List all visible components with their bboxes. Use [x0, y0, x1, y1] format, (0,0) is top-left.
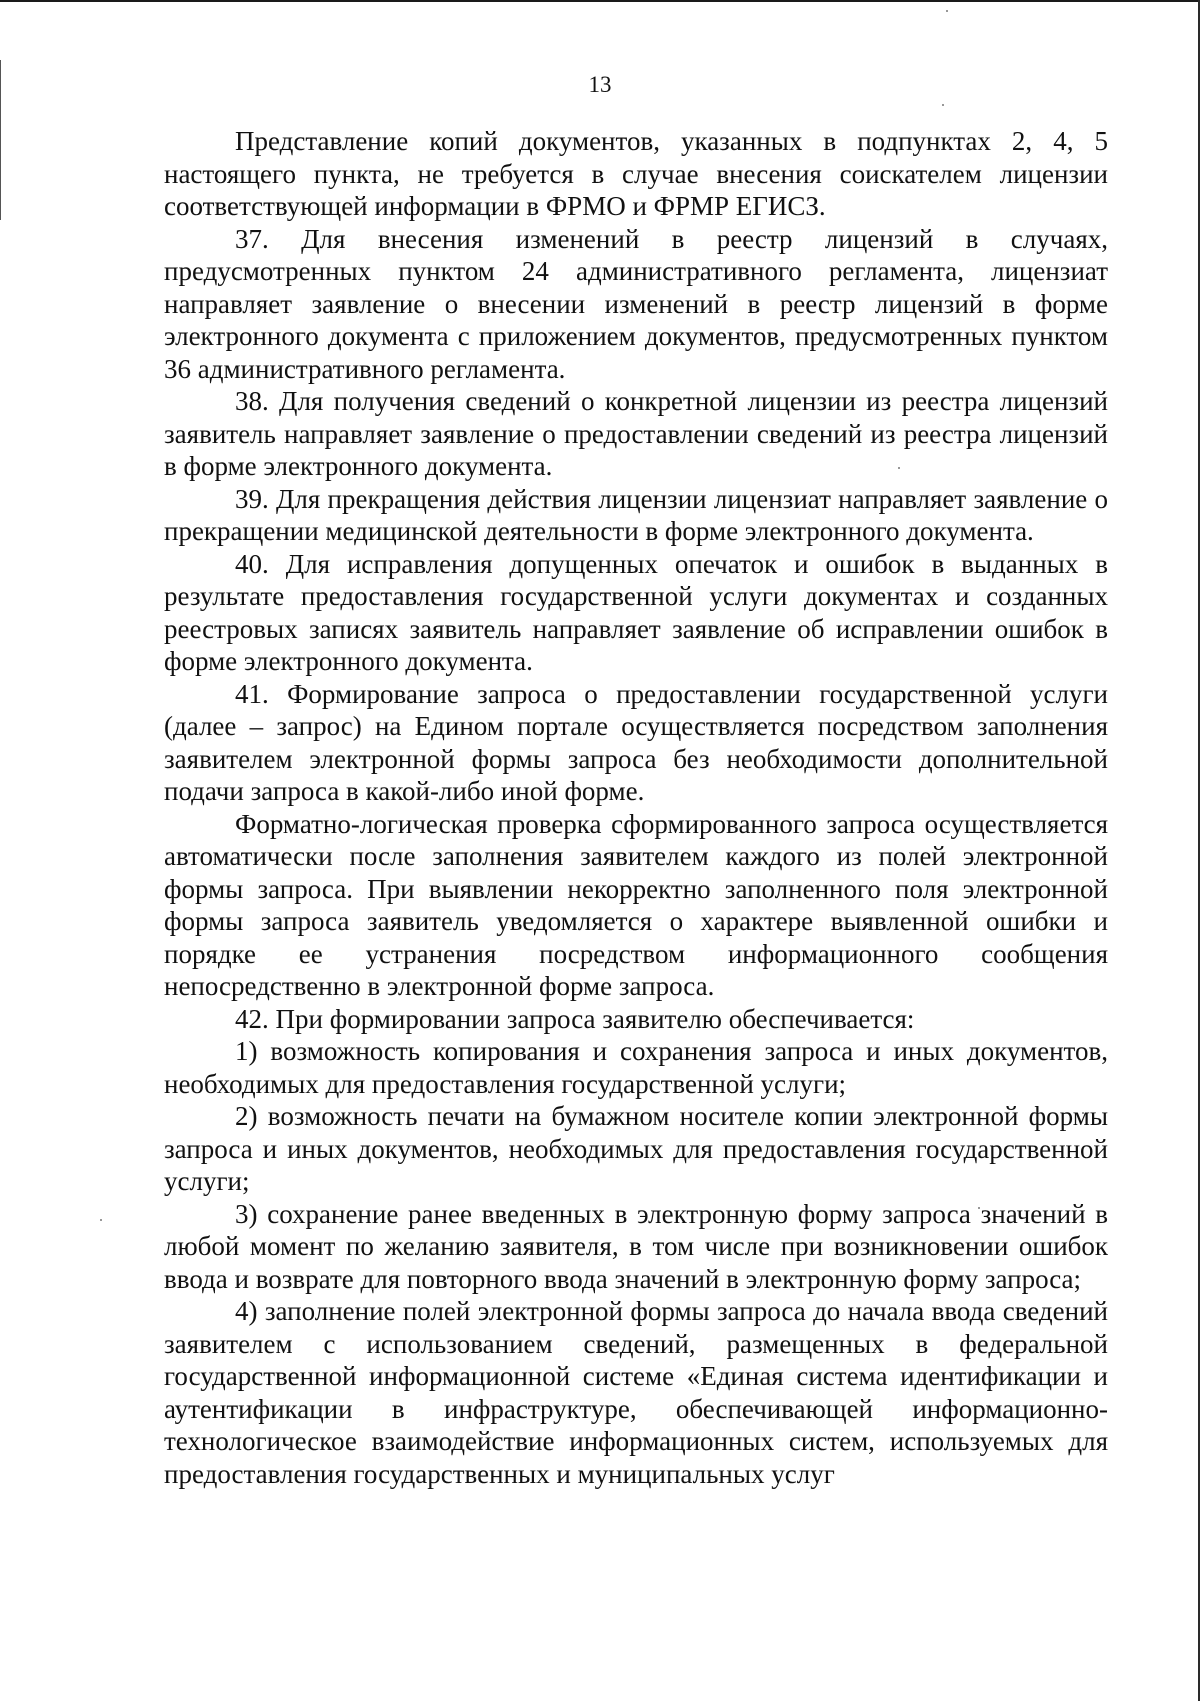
- list-item-1: 1) возможность копирования и сохранения запроса и иных документов, необходимых для предоставления государственной услуги;: [164, 1036, 1108, 1099]
- scan-speck: [942, 104, 944, 106]
- paragraph-41: 41. Формирование запроса о предоставлении государственной услуги (далее – запрос) на Едином портале осуществляется посредством заполнения заявителем электронной формы запроса без необходимости дополнительной подачи запроса в какой-либо иной форме.: [164, 678, 1108, 806]
- paragraph-38: 38. Для получения сведений о конкретной лицензии из реестра лицензий заявитель направляет заявление о предоставлении сведений из реестра лицензий в форме электронного документа.: [164, 386, 1108, 481]
- document-body: [164, 125, 1108, 1490]
- paragraph-copies-not-required: Представление копий документов, указанных в подпунктах 2, 4, 5 настоящего пункта, не требуется в случае внесения соискателем лицензии соответствующей информации в ФРМО и ФРМР ЕГИСЗ.: [164, 126, 1108, 221]
- scan-speck: [946, 10, 948, 12]
- paragraph-37: 37. Для внесения изменений в реестр лицензий в случаях, предусмотренных пунктом 24 административного регламента, лицензиат направляет заявление о внесении изменений в реестр лицензий в форме электронного документа с приложением документов, предусмотренных пунктом 36 административного регламента.: [164, 223, 1108, 384]
- paragraph-40: 40. Для исправления допущенных опечаток и ошибок в выданных в результате предоставления государственной услуги документах и созданных реестровых записях заявитель направляет заявление об исправлении ошибок в форме электронного документа.: [164, 548, 1108, 676]
- list-item-4: 4) заполнение полей электронной формы запроса до начала ввода сведений заявителем с использованием сведений, размещенных в федеральной государственной информационной системе «Единая система идентификации и аутентификации в инфраструктуре, обеспечивающей информационно-технологическое взаимодействие информационных систем, используемых для предоставления государственных и муниципальных услуг: [164, 1296, 1108, 1489]
- scan-speck: [100, 1219, 102, 1221]
- list-item-2: 2) возможность печати на бумажном носителе копии электронной формы запроса и иных документов, необходимых для предоставления государственной услуги;: [164, 1101, 1108, 1196]
- paragraph-format-check: Форматно-логическая проверка сформированного запроса осуществляется автоматически после заполнения заявителем каждого из полей электронной формы запроса. При выявлении некорректно заполненного поля электронной формы запроса заявитель уведомляется о характере выявленной ошибки и порядке ее устранения посредством информационного сообщения непосредственно в электронной форме запроса.: [164, 808, 1108, 1001]
- page-number: 13: [588, 72, 612, 97]
- paragraph-39: 39. Для прекращения действия лицензии лицензиат направляет заявление о прекращении медицинской деятельности в форме электронного документа.: [164, 483, 1108, 546]
- scan-edge-top: [0, 0, 1200, 2]
- list-item-3: 3) сохранение ранее введенных в электронную форму запроса значений в любой момент по желанию заявителя, в том числе при возникновении ошибок ввода и возврате для повторного ввода значений в электронную форму запроса;: [164, 1198, 1108, 1294]
- paragraph-42: 42. При формировании запроса заявителю обеспечивается:: [235, 1003, 915, 1034]
